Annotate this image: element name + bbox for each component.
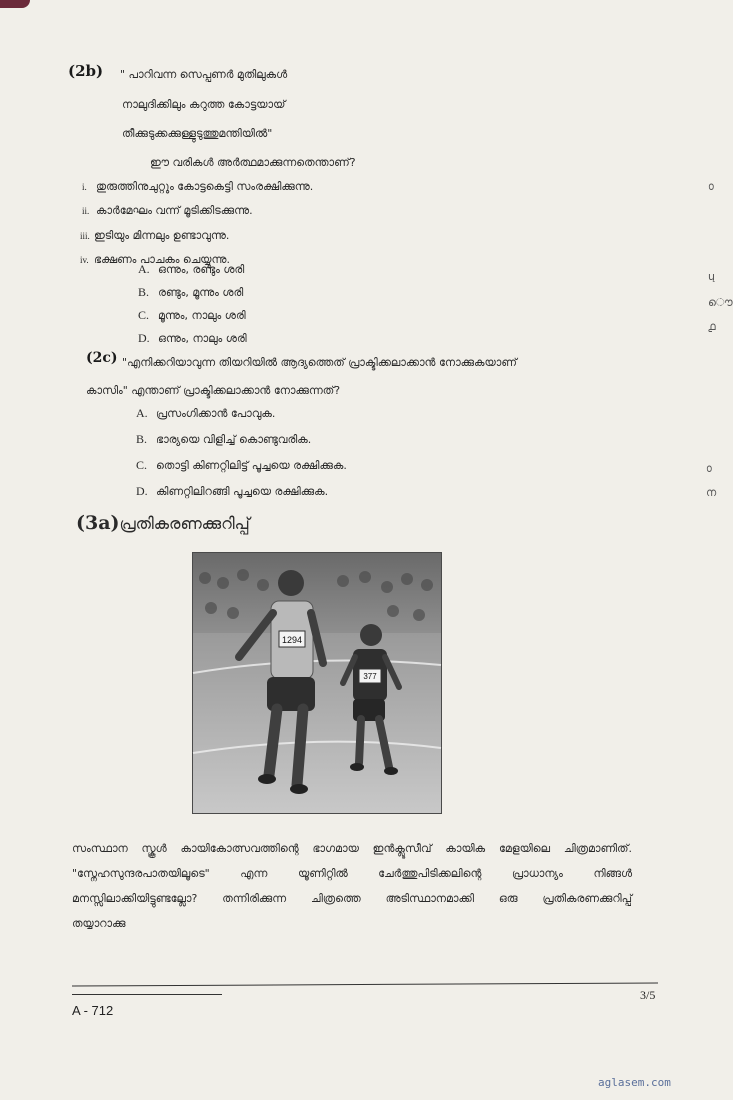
paragraph-line-3 xyxy=(72,892,632,917)
watermark: aglasem.com xyxy=(598,1076,671,1089)
word: ഇൻക്ലൂസീവ് xyxy=(372,842,432,855)
option-2b-a[interactable] xyxy=(138,262,244,277)
statement-2-text: കാർമേഘം വന്ന് മൂടിക്കിടക്കുന്നു. xyxy=(96,204,253,217)
option-2b-b[interactable] xyxy=(138,285,243,300)
edge-mark: ൧ xyxy=(708,320,716,333)
option-2b-a-label: A. xyxy=(138,262,150,276)
statement-1 xyxy=(82,180,313,193)
word: കായിക xyxy=(445,842,486,855)
word: മേളയിലെ xyxy=(498,842,551,855)
option-2b-d-label: D. xyxy=(138,331,150,345)
instruction-paragraph xyxy=(72,842,632,942)
paragraph-line-2 xyxy=(72,867,632,892)
word: മനസ്സിലാക്കിയിട്ടുണ്ടല്ലോ? xyxy=(72,892,198,905)
word: ഒരു xyxy=(498,892,518,905)
footer-rule-short xyxy=(72,994,222,995)
word: തന്നിരിക്കുന്ന xyxy=(222,892,287,905)
option-2b-d[interactable] xyxy=(138,331,247,346)
word: ഭാഗമായ xyxy=(312,842,359,855)
option-2c-c-label: C. xyxy=(136,458,148,472)
option-2b-a-text: ഒന്നും, രണ്ടും ശരി xyxy=(158,263,245,276)
statement-3-text: ഇടിയും മിന്നലും ഉണ്ടാവുന്നു. xyxy=(94,229,230,242)
option-2b-b-label: B. xyxy=(138,285,150,299)
paragraph-line-4 xyxy=(72,917,632,942)
sports-photo xyxy=(192,552,442,814)
option-2c-a-label: A. xyxy=(136,406,148,420)
statement-4-num: iv. xyxy=(80,255,89,265)
page-speck xyxy=(0,0,30,8)
paper-code: A - 712 xyxy=(72,1003,114,1018)
option-2c-b-text: ഭാര്യയെ വിളിച്ച് കൊണ്ടുവരിക. xyxy=(156,433,312,446)
section-heading-3a xyxy=(76,512,250,534)
poem-line-1: " പാറിവന്ന സെപ്പണർ മുതിലുകൾ xyxy=(120,68,288,81)
word: സ്കൂൾ xyxy=(141,842,167,855)
option-2c-c[interactable] xyxy=(136,458,347,473)
option-2b-d-text: ഒന്നും, നാലും ശരി xyxy=(158,332,247,345)
statement-2-num: ii. xyxy=(82,206,90,216)
statement-3-num: iii. xyxy=(80,231,90,241)
statement-1-num: i. xyxy=(82,182,87,192)
option-2b-c-text: മൂന്നും, നാലും ശരി xyxy=(158,309,246,322)
word: പ്രതികരണക്കുറിപ്പ് xyxy=(542,892,632,905)
word: തയ്യാറാക്കു xyxy=(72,917,126,930)
word: പ്രാധാന്യം xyxy=(511,867,563,880)
word: കായികോത്സവത്തിന്റെ xyxy=(180,842,299,855)
word: അടിസ്ഥാനമാക്കി xyxy=(385,892,474,905)
edge-mark: ൦ xyxy=(708,180,714,193)
word: ചേർത്തുപിടിക്കലിന്റെ xyxy=(378,867,482,880)
word: ചിത്രത്തെ xyxy=(311,892,361,905)
bib-number-small: 377 xyxy=(363,672,377,681)
word: എന്ന xyxy=(240,867,268,880)
statement-4-text: ഭക്ഷണം പാചകം ചെയ്യുന്നു. xyxy=(94,253,230,266)
poem-line-3: തീക്കുടുക്കക്കുള്ളുടുത്തുമന്തിയിൽ" xyxy=(122,127,273,140)
footer-rule-long xyxy=(72,982,658,986)
option-2c-a-text: പ്രസംഗിക്കാൻ പോവുക. xyxy=(156,407,276,420)
question-number-2b: (2b) xyxy=(68,62,104,80)
statement-3 xyxy=(80,229,229,242)
edge-mark: ų xyxy=(708,270,715,283)
option-2c-b-label: B. xyxy=(136,432,148,446)
question-2c-line-2: കാസിം" എന്താണ് പ്രാക്ടിക്കലാക്കാൻ നോക്കുന്നത്? xyxy=(86,384,341,397)
word: "സ്നേഹസുന്ദരപാതയിലൂടെ" xyxy=(72,867,210,880)
option-2b-c[interactable] xyxy=(138,308,246,323)
word: യൂണിറ്റിൽ xyxy=(297,867,348,880)
statement-1-text: തുരുത്തിനുചുറ്റും കോട്ടകെട്ടി സംരക്ഷിക്കുന്നു. xyxy=(96,180,314,193)
runners-illustration xyxy=(193,553,441,813)
option-2c-a[interactable] xyxy=(136,406,275,421)
paragraph-line-1 xyxy=(72,842,632,867)
edge-mark: ന xyxy=(706,486,717,499)
word: നിങ്ങൾ xyxy=(593,867,632,880)
option-2c-d-label: D. xyxy=(136,484,148,498)
edge-mark: ൌ xyxy=(708,296,733,309)
word: ചിത്രമാണിത്. xyxy=(563,842,632,855)
page-number: 3/5 xyxy=(640,988,656,1002)
section-title-3a: പ്രതികരണക്കുറിപ്പ് xyxy=(119,514,250,533)
poem-line-2: നാലുദിക്കിലും കറുത്ത കോട്ടയായ് xyxy=(122,98,286,111)
question-2b-text: ഈ വരികൾ അർത്ഥമാക്കുന്നതെന്താണ്? xyxy=(150,156,356,169)
word: സംസ്ഥാന xyxy=(72,842,128,855)
option-2b-c-label: C. xyxy=(138,308,150,322)
question-2c-line-1: "എനിക്കറിയാവുന്ന തിയറിയിൽ ആദ്യത്തെത് പ്രാക്ടിക്കലാക്കാൻ നോക്കുകയാണ് xyxy=(122,356,517,369)
question-number-2c: (2c) xyxy=(86,350,118,366)
edge-mark: ൦ xyxy=(706,462,712,475)
option-2c-d[interactable] xyxy=(136,484,328,499)
option-2c-b[interactable] xyxy=(136,432,311,447)
statement-2 xyxy=(82,204,253,217)
bib-number-tall: 1294 xyxy=(281,635,303,645)
option-2b-b-text: രണ്ടും, മൂന്നും ശരി xyxy=(158,286,244,299)
question-number-3a: (3a) xyxy=(76,512,120,534)
option-2c-d-text: കിണറ്റിലിറങ്ങി പൂച്ചയെ രക്ഷിക്കുക. xyxy=(156,485,329,498)
option-2c-c-text: തൊട്ടി കിണറ്റിലിട്ട് പൂച്ചയെ രക്ഷിക്കുക. xyxy=(156,459,347,472)
